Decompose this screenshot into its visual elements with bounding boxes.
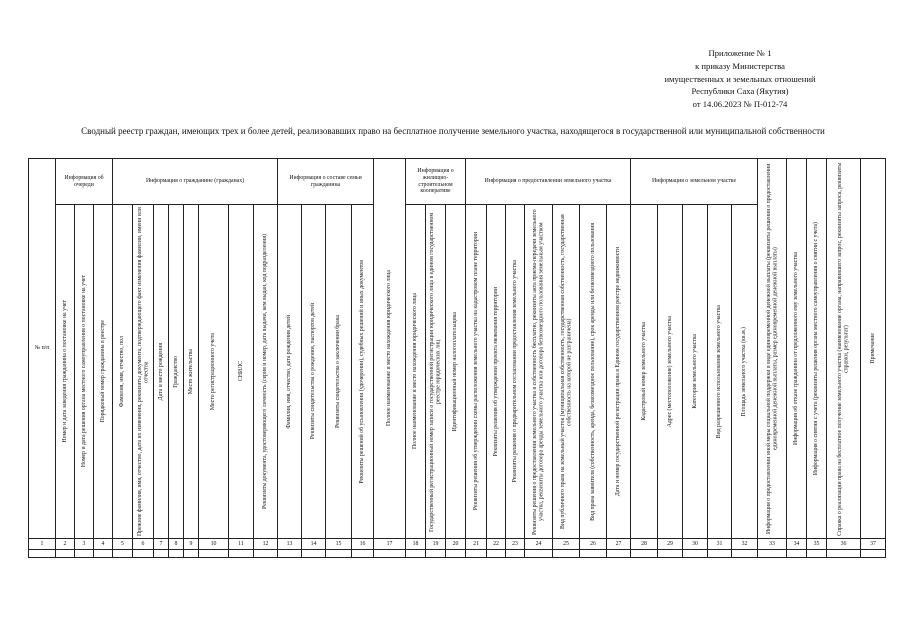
column-header-text: Полное наименование и место нахождения юридического лица	[386, 270, 393, 427]
column-number-cell	[446, 539, 466, 550]
column-header-text: Реквизиты решения о предоставлении земельного участка в собственность бесплатно, реквизиты акта приема-передачи земельного участка, реквизиты договора аренды земельного участка или договора безвозмездного пользования земельным участком	[532, 208, 545, 535]
column-header-text: Дата и номер государственной регистрации права в Едином государственном реестре недвижимости	[615, 246, 622, 497]
column-header-text: Вид публичного права на земельный участок (муниципальная собственность, государственная собственность, государственная собственность на которой не разграничена)	[559, 214, 573, 529]
empty-cell	[446, 550, 466, 558]
column-header-text: Реквизиты решения об утверждении проекта межевания территории	[492, 286, 499, 457]
empty-cell	[229, 550, 254, 558]
column-number: 35	[813, 540, 820, 547]
appendix-line: Приложение № 1	[708, 48, 772, 58]
column-header-text: Категория земельного участка	[691, 334, 698, 409]
column-number-cell	[426, 539, 446, 550]
empty-row	[29, 550, 886, 558]
column-header-text-wrap	[631, 206, 657, 538]
col-header-35	[807, 159, 827, 539]
column-number: 24	[535, 540, 542, 547]
column-number: 37	[870, 540, 876, 547]
empty-cell	[326, 550, 352, 558]
column-header-text-wrap	[169, 206, 183, 538]
column-number-cell	[113, 539, 133, 550]
col-header-1	[29, 159, 56, 539]
empty-cell	[658, 550, 683, 558]
column-header-text-wrap	[374, 160, 405, 538]
col-header-16	[352, 205, 374, 539]
column-number-cell	[758, 539, 787, 550]
column-number: 28	[641, 540, 647, 547]
column-header-text-wrap	[827, 160, 860, 538]
column-number: 12	[262, 540, 269, 547]
col-header-5	[113, 205, 133, 539]
column-header-text: Реквизиты свидетельства о рождении, паспортов детей	[310, 303, 317, 440]
column-number-cell	[374, 539, 406, 550]
column-number-row	[29, 539, 886, 550]
column-header-text-wrap	[75, 206, 93, 538]
column-number-cell	[525, 539, 553, 550]
empty-cell	[56, 550, 75, 558]
col-header-37	[861, 159, 886, 539]
column-number: 17	[386, 540, 393, 547]
empty-cell	[732, 550, 758, 558]
column-number-cell	[708, 539, 732, 550]
column-number-cell	[133, 539, 154, 550]
column-header-text-wrap	[466, 206, 486, 538]
column-number-cell	[94, 539, 113, 550]
column-header-text: Государственный регистрационный номер записи о государственной регистрации юридического лица в едином государственном реестре юридических лиц	[429, 212, 442, 532]
col-header-15	[326, 205, 352, 539]
empty-cell	[94, 550, 113, 558]
column-header-text: Реквизиты решений об усыновлении (удочерении), судебных решений и иных документов	[359, 259, 366, 484]
column-header-text: Прежние фамилия, имя, отчество, дата их изменения, реквизиты документа, подтверждающего факт изменения фамилии, имени или отчества	[136, 207, 149, 536]
empty-cell	[75, 550, 94, 558]
col-header-32	[732, 205, 758, 539]
empty-cell	[487, 550, 506, 558]
column-number: 30	[692, 540, 698, 547]
col-header-19	[426, 205, 446, 539]
column-header-text-wrap	[708, 206, 731, 538]
col-header-28	[631, 205, 658, 539]
column-number: 9	[189, 540, 193, 547]
column-header-text: Номер и дата решения органа местного самоуправления о постановке на учет	[80, 275, 87, 468]
col-header-30	[683, 205, 708, 539]
column-number: 7	[159, 540, 163, 547]
column-header-text-wrap	[352, 206, 373, 538]
column-number: 31	[716, 540, 723, 547]
column-number-cell	[406, 539, 426, 550]
column-number: 16	[359, 540, 366, 547]
group-header-queue: Информация об очереди	[56, 159, 113, 205]
empty-cell	[827, 550, 861, 558]
column-number-cell	[683, 539, 708, 550]
empty-cell	[154, 550, 169, 558]
empty-cell	[374, 550, 406, 558]
column-number: 13	[286, 540, 293, 547]
empty-cell	[525, 550, 553, 558]
column-number: 10	[210, 540, 217, 547]
col-header-33	[758, 159, 787, 539]
col-header-27	[607, 205, 631, 539]
column-header-text: Информация о снятии с учета (реквизиты решения органа местного самоуправления о снятии с учета)	[813, 221, 820, 476]
column-header-text-wrap	[133, 206, 153, 538]
column-header-text: Примечание	[869, 333, 876, 364]
col-header-23	[506, 205, 525, 539]
empty-cell	[506, 550, 525, 558]
column-header-text: Дата и место рождения	[157, 342, 164, 401]
empty-cell	[302, 550, 326, 558]
column-header-text-wrap	[302, 206, 325, 538]
column-header-text-wrap	[487, 206, 505, 538]
column-header-text: Реквизиты свидетельства о заключении брака	[335, 314, 342, 428]
column-header-text: Площадь земельного участка (кв.м.)	[741, 326, 748, 417]
column-number-cell	[184, 539, 199, 550]
column-header-text: Фамилия, имя, отчество, дата рождения детей	[286, 314, 293, 429]
column-header-text-wrap	[154, 206, 168, 538]
empty-cell	[169, 550, 184, 558]
empty-cell	[607, 550, 631, 558]
column-header-text: Кадастровый номер земельного участка	[640, 322, 647, 421]
register-table	[28, 158, 886, 558]
column-header-text-wrap	[525, 206, 552, 538]
group-header-land-plot: Информация о земельном участке	[631, 159, 758, 205]
appendix-line: Республики Саха (Якутия)	[691, 86, 789, 97]
column-number: 11	[238, 540, 244, 547]
empty-cell	[426, 550, 446, 558]
empty-cell	[708, 550, 732, 558]
col-header-29	[658, 205, 683, 539]
column-number: 23	[512, 540, 518, 547]
column-number: 4	[101, 540, 105, 547]
column-header-text: Реквизиты решения о предварительном согласовании предоставления земельного участка	[511, 260, 518, 483]
empty-cell	[861, 550, 886, 558]
empty-cell	[352, 550, 374, 558]
column-header-text: Реквизиты решения об утверждении схемы расположения земельного участка на кадастровом плане территории	[472, 232, 479, 511]
group-header-family: Информация о составе семьи гражданина	[278, 159, 374, 205]
column-header-text: Вид разрешенного использования земельного участка	[716, 304, 723, 439]
column-header-text-wrap	[278, 206, 301, 538]
column-number-cell	[487, 539, 506, 550]
col-header-13	[278, 205, 302, 539]
column-number: 34	[793, 540, 800, 547]
column-number-cell	[607, 539, 631, 550]
column-number-cell	[466, 539, 487, 550]
column-number-cell	[199, 539, 229, 550]
column-header-text: Полное наименование и место нахождения юридического лица	[412, 293, 419, 450]
column-number: 26	[590, 540, 596, 547]
column-header-text-wrap	[758, 160, 786, 538]
column-number: 2	[63, 540, 67, 547]
column-number: 27	[615, 540, 622, 547]
col-header-22	[487, 205, 506, 539]
column-header-text-wrap	[553, 206, 579, 538]
empty-cell	[787, 550, 807, 558]
column-number: 25	[563, 540, 569, 547]
group-header-citizen: Информация о гражданине (гражданах)	[113, 159, 278, 205]
group-header-land-provision: Информация о предоставлении земельного участка	[466, 159, 631, 205]
empty-cell	[466, 550, 487, 558]
document-title: Сводный реестр граждан, имеющих трех и более детей, реализовавших право на бесплатное получение земельного участка, находящегося в государственной или муниципальной собственности	[81, 126, 825, 136]
column-header-text-wrap	[94, 206, 112, 538]
column-number: 15	[335, 540, 342, 547]
col-header-26	[580, 205, 607, 539]
col-header-6	[133, 205, 154, 539]
empty-cell	[406, 550, 426, 558]
empty-cell	[631, 550, 658, 558]
column-header-text-wrap	[426, 206, 445, 538]
empty-cell	[553, 550, 580, 558]
column-header-text-wrap	[199, 206, 228, 538]
empty-cell	[683, 550, 708, 558]
column-header-text-wrap	[658, 206, 682, 538]
column-number-cell	[169, 539, 184, 550]
empty-cell	[807, 550, 827, 558]
column-number-cell	[302, 539, 326, 550]
empty-cell	[580, 550, 607, 558]
column-header-text-wrap	[683, 206, 707, 538]
column-header-row	[29, 205, 886, 539]
col-header-14	[302, 205, 326, 539]
appendix-line: от 14.06.2023 № П-012-74	[692, 99, 788, 110]
column-number-cell	[229, 539, 254, 550]
col-header-36	[827, 159, 861, 539]
col-header-24	[525, 205, 553, 539]
empty-cell	[29, 550, 56, 558]
column-number: 22	[493, 540, 499, 547]
column-number-cell	[56, 539, 75, 550]
column-header-text-wrap	[607, 206, 630, 538]
col-header-2	[56, 205, 75, 539]
column-header-text: Адрес (местоположение) земельного участка	[666, 315, 673, 428]
column-header-text-wrap	[229, 206, 253, 538]
empty-cell	[278, 550, 302, 558]
column-header-text-wrap	[254, 206, 277, 538]
column-header-text: Гражданство	[172, 355, 179, 388]
column-number-cell	[75, 539, 94, 550]
group-header-coop: Информация о жилищно-строительном кооперативе	[406, 159, 466, 205]
col-header-34	[787, 159, 807, 539]
column-number: 32	[741, 540, 748, 547]
column-number-cell	[631, 539, 658, 550]
column-number: 33	[769, 540, 775, 547]
column-number-cell	[254, 539, 278, 550]
column-number-cell	[154, 539, 169, 550]
column-header-text: Вид права заявителя (собственность, аренда, безвозмездное пользование), срок аренды или безвозмездного пользования	[589, 222, 596, 521]
column-number-cell	[29, 539, 56, 550]
column-number-cell	[326, 539, 352, 550]
col-header-25	[553, 205, 580, 539]
col-header-3	[75, 205, 94, 539]
column-number-cell	[553, 539, 580, 550]
column-number: 5	[121, 540, 124, 547]
group-header-row	[29, 159, 886, 205]
col-header-10	[199, 205, 229, 539]
col-header-31	[708, 205, 732, 539]
column-number-cell	[580, 539, 607, 550]
appendix-line: имущественных и земельных отношений	[664, 73, 816, 84]
column-header-text: Идентификационный номер налогоплательщика	[452, 311, 459, 432]
column-header-text-wrap	[506, 206, 524, 538]
column-number-cell	[827, 539, 861, 550]
column-header-text-wrap	[113, 206, 132, 538]
column-header-text: Реквизиты документа, удостоверяющего личность (серия и номер, дата выдачи, кем выдан, код подразделения)	[262, 234, 269, 509]
column-header-text: Место жительства	[187, 348, 194, 395]
column-number: 19	[432, 540, 439, 547]
column-header-text-wrap	[56, 206, 74, 538]
col-header-4	[94, 205, 113, 539]
column-number-cell	[807, 539, 827, 550]
column-number-cell	[787, 539, 807, 550]
col-header-7	[154, 205, 169, 539]
col-header-8	[169, 205, 184, 539]
col-header-20	[446, 205, 466, 539]
column-number-cell	[278, 539, 302, 550]
column-header-text: Порядковый номер гражданина в реестре	[99, 320, 106, 423]
column-header-text-wrap	[807, 160, 826, 538]
column-header-text: Место регистрационного учета	[210, 332, 217, 411]
empty-cell	[758, 550, 787, 558]
column-number-cell	[352, 539, 374, 550]
row-number-header: № п/п	[34, 345, 50, 352]
empty-cell	[184, 550, 199, 558]
column-number: 29	[667, 540, 673, 547]
col-header-21	[466, 205, 487, 539]
column-header-text: Справка о реализации права на бесплатное получение земельного участка (наименование органа, направившего запрос, реквизиты запроса, реквизиты справки, результат)	[837, 161, 850, 536]
column-number: 36	[840, 540, 847, 547]
column-number: 6	[141, 540, 145, 547]
column-header-text: Фамилия, имя, отчество, пол	[119, 335, 126, 408]
column-number-cell	[658, 539, 683, 550]
col-header-9	[184, 205, 199, 539]
column-header-text-wrap	[580, 206, 606, 538]
column-number: 8	[174, 540, 178, 547]
column-header-text: СНИЛС	[237, 361, 244, 382]
column-header-text-wrap	[861, 160, 885, 538]
column-header-text-wrap	[184, 206, 198, 538]
column-header-text: Информация о предоставлении иной меры социальной поддержки в виде единовременной денежной выплаты (реквизиты решения о предоставлении единовременной денежной выплаты, размер единовременной денежной выплаты)	[765, 163, 779, 534]
column-number-cell	[506, 539, 525, 550]
column-header-text-wrap	[326, 206, 351, 538]
empty-cell	[113, 550, 133, 558]
col-header-11	[229, 205, 254, 539]
column-header-text-wrap	[406, 206, 425, 538]
column-number-cell	[732, 539, 758, 550]
column-number: 3	[82, 540, 86, 547]
col-header-18	[406, 205, 426, 539]
column-header-text: Информация об отказе гражданина от предложенного ему земельного участка	[793, 252, 800, 445]
col-header-12	[254, 205, 278, 539]
appendix-header	[630, 47, 850, 111]
column-number: 21	[473, 540, 479, 547]
column-header-text-wrap	[732, 206, 757, 538]
empty-cell	[133, 550, 154, 558]
column-header-text: Номер и дата заведения гражданина о постановке на учет	[61, 300, 68, 443]
empty-cell	[254, 550, 278, 558]
column-header-text-wrap	[787, 160, 806, 538]
column-header-text-wrap	[446, 206, 465, 538]
column-number: 14	[310, 540, 317, 547]
column-number: 1	[40, 540, 44, 547]
column-number: 18	[412, 540, 419, 547]
col-header-17	[374, 159, 406, 539]
column-number-cell	[861, 539, 886, 550]
empty-cell	[199, 550, 229, 558]
column-number: 20	[452, 540, 459, 547]
appendix-line: к приказу Министерства	[695, 60, 785, 71]
